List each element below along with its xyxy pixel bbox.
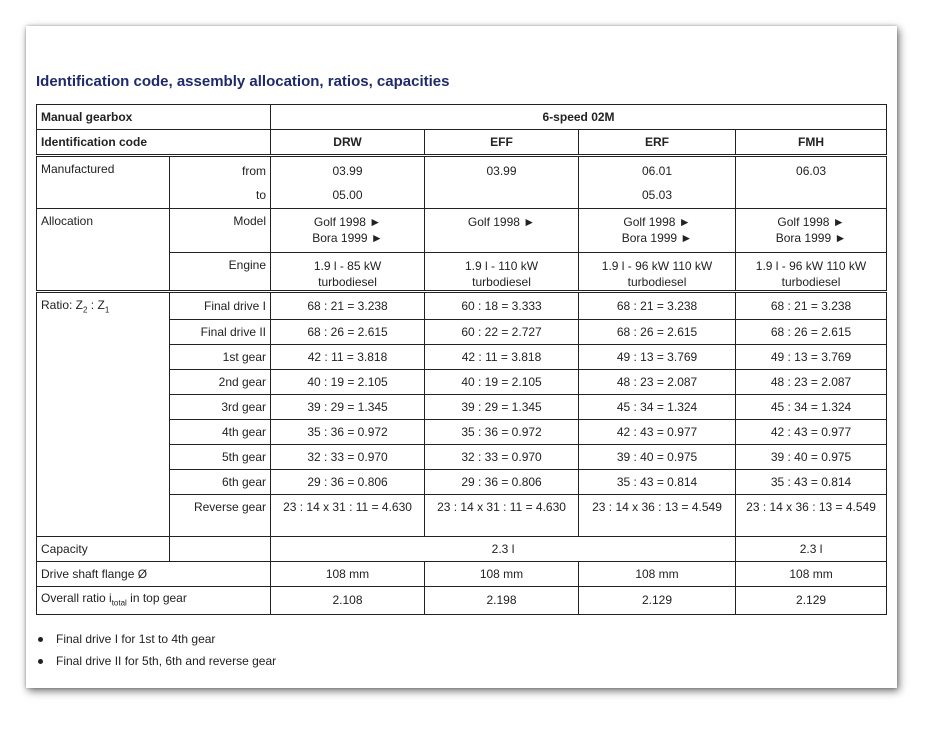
model-eff: Golf 1998 ► — [425, 209, 579, 253]
ratio-value: 48 : 23 = 2.087 — [736, 370, 887, 395]
ratio-value: 68 : 26 = 2.615 — [271, 320, 425, 345]
ratio-value: 42 : 43 = 0.977 — [736, 420, 887, 445]
gear-label: 6th gear — [170, 470, 271, 495]
ratio-value: 49 : 13 = 3.769 — [736, 345, 887, 370]
ratio-rows — [37, 292, 887, 537]
table-row — [37, 105, 887, 130]
ratio-value: 32 : 33 = 0.970 — [425, 445, 579, 470]
code-erf: ERF — [579, 130, 736, 156]
engine-drw: 1.9 l - 85 kW turbodiesel — [271, 252, 425, 292]
capacity-spacer — [170, 537, 271, 562]
ratio-value: 39 : 40 = 0.975 — [736, 445, 887, 470]
code-eff: EFF — [425, 130, 579, 156]
overall-ratio-eff: 2.198 — [425, 587, 579, 615]
manufactured-eff: 03.99 — [425, 156, 579, 209]
ratio-value: 42 : 11 = 3.818 — [271, 345, 425, 370]
bullet-icon — [38, 659, 43, 664]
engine-eff: 1.9 l - 110 kW turbodiesel — [425, 252, 579, 292]
bullet-icon — [38, 637, 43, 642]
ratio-value: 42 : 11 = 3.818 — [425, 345, 579, 370]
model-fmh: Golf 1998 ► Bora 1999 ► — [736, 209, 887, 253]
ratio-value: 39 : 40 = 0.975 — [579, 445, 736, 470]
code-drw: DRW — [271, 130, 425, 156]
drive-shaft-fmh: 108 mm — [736, 562, 887, 587]
table-row — [37, 209, 887, 253]
engine-erf: 1.9 l - 96 kW 110 kW turbodiesel — [579, 252, 736, 292]
manufactured-erf: 06.01 05.03 — [579, 156, 736, 209]
gear-label: 4th gear — [170, 420, 271, 445]
ratio-value: 32 : 33 = 0.970 — [271, 445, 425, 470]
list-item: Final drive I for 1st to 4th gear — [36, 628, 276, 650]
ratio-value: 60 : 18 = 3.333 — [425, 292, 579, 320]
manufactured-label: Manufactured — [37, 156, 170, 209]
model-drw: Golf 1998 ► Bora 1999 ► — [271, 209, 425, 253]
gear-label: Reverse gear — [170, 495, 271, 537]
table-row — [37, 156, 887, 209]
table-row — [37, 587, 887, 615]
table-row — [37, 130, 887, 156]
footnote-list — [36, 628, 276, 672]
ratio-value: 35 : 43 = 0.814 — [736, 470, 887, 495]
ratio-value: 68 : 26 = 2.615 — [736, 320, 887, 345]
ratio-value: 35 : 43 = 0.814 — [579, 470, 736, 495]
capacity-label: Capacity — [37, 537, 170, 562]
engine-label: Engine — [170, 252, 271, 292]
ratio-value: 29 : 36 = 0.806 — [271, 470, 425, 495]
model-label: Model — [170, 209, 271, 253]
ratio-value: 68 : 21 = 3.238 — [271, 292, 425, 320]
identification-code-header: Identification code — [37, 130, 271, 156]
page-title: Identification code, assembly allocation, ratios, capacities — [36, 73, 450, 90]
ratio-value: 68 : 26 = 2.615 — [579, 320, 736, 345]
drive-shaft-label: Drive shaft flange Ø — [37, 562, 271, 587]
gearbox-type-header: 6-speed 02M — [271, 105, 887, 130]
ratio-value: 23 : 14 x 36 : 13 = 4.549 — [736, 495, 887, 537]
ratio-value: 35 : 36 = 0.972 — [425, 420, 579, 445]
ratio-value: 48 : 23 = 2.087 — [579, 370, 736, 395]
ratio-value: 49 : 13 = 3.769 — [579, 345, 736, 370]
manual-gearbox-header: Manual gearbox — [37, 105, 271, 130]
ratio-value: 40 : 19 = 2.105 — [271, 370, 425, 395]
ratio-row — [37, 292, 887, 320]
table-row — [37, 252, 887, 292]
allocation-spacer — [37, 252, 170, 292]
overall-ratio-fmh: 2.129 — [736, 587, 887, 615]
drive-shaft-eff: 108 mm — [425, 562, 579, 587]
gear-label: Final drive I — [170, 292, 271, 320]
to-label: to — [256, 187, 267, 202]
ratio-label: Ratio: $Z_2$ : $Z_1$ — [37, 292, 170, 537]
manufactured-drw: 03.99 05.00 — [271, 156, 425, 209]
ratio-value: 23 : 14 x 31 : 11 = 4.630 — [425, 495, 579, 537]
table-row — [37, 537, 887, 562]
manufactured-sublabels — [170, 156, 271, 209]
gearbox-spec-table — [36, 104, 887, 615]
gear-label: Final drive II — [170, 320, 271, 345]
manufactured-fmh: 06.03 — [736, 156, 887, 209]
engine-fmh: 1.9 l - 96 kW 110 kW turbodiesel — [736, 252, 887, 292]
capacity-value-a: 2.3 l — [271, 537, 736, 562]
model-erf: Golf 1998 ► Bora 1999 ► — [579, 209, 736, 253]
ratio-value: 45 : 34 = 1.324 — [579, 395, 736, 420]
gear-label: 2nd gear — [170, 370, 271, 395]
table-row — [37, 562, 887, 587]
ratio-value: 35 : 36 = 0.972 — [271, 420, 425, 445]
ratio-value: 68 : 21 = 3.238 — [736, 292, 887, 320]
from-label: from — [242, 163, 267, 178]
ratio-value: 60 : 22 = 2.727 — [425, 320, 579, 345]
overall-ratio-drw: 2.108 — [271, 587, 425, 615]
list-item: Final drive II for 5th, 6th and reverse gear — [36, 650, 276, 672]
ratio-value: 23 : 14 x 31 : 11 = 4.630 — [271, 495, 425, 537]
ratio-value: 29 : 36 = 0.806 — [425, 470, 579, 495]
code-fmh: FMH — [736, 130, 887, 156]
gear-label: 3rd gear — [170, 395, 271, 420]
ratio-value: 39 : 29 = 1.345 — [271, 395, 425, 420]
drive-shaft-erf: 108 mm — [579, 562, 736, 587]
gear-label: 1st gear — [170, 345, 271, 370]
gear-label: 5th gear — [170, 445, 271, 470]
drive-shaft-drw: 108 mm — [271, 562, 425, 587]
ratio-value: 42 : 43 = 0.977 — [579, 420, 736, 445]
overall-ratio-erf: 2.129 — [579, 587, 736, 615]
ratio-value: 39 : 29 = 1.345 — [425, 395, 579, 420]
ratio-value: 45 : 34 = 1.324 — [736, 395, 887, 420]
ratio-value: 68 : 21 = 3.238 — [579, 292, 736, 320]
capacity-value-b: 2.3 l — [736, 537, 887, 562]
ratio-value: 40 : 19 = 2.105 — [425, 370, 579, 395]
ratio-value: 23 : 14 x 36 : 13 = 4.549 — [579, 495, 736, 537]
allocation-label: Allocation — [37, 209, 170, 253]
overall-ratio-label: Overall ratio $i_{total}$ in top gear — [37, 587, 271, 615]
